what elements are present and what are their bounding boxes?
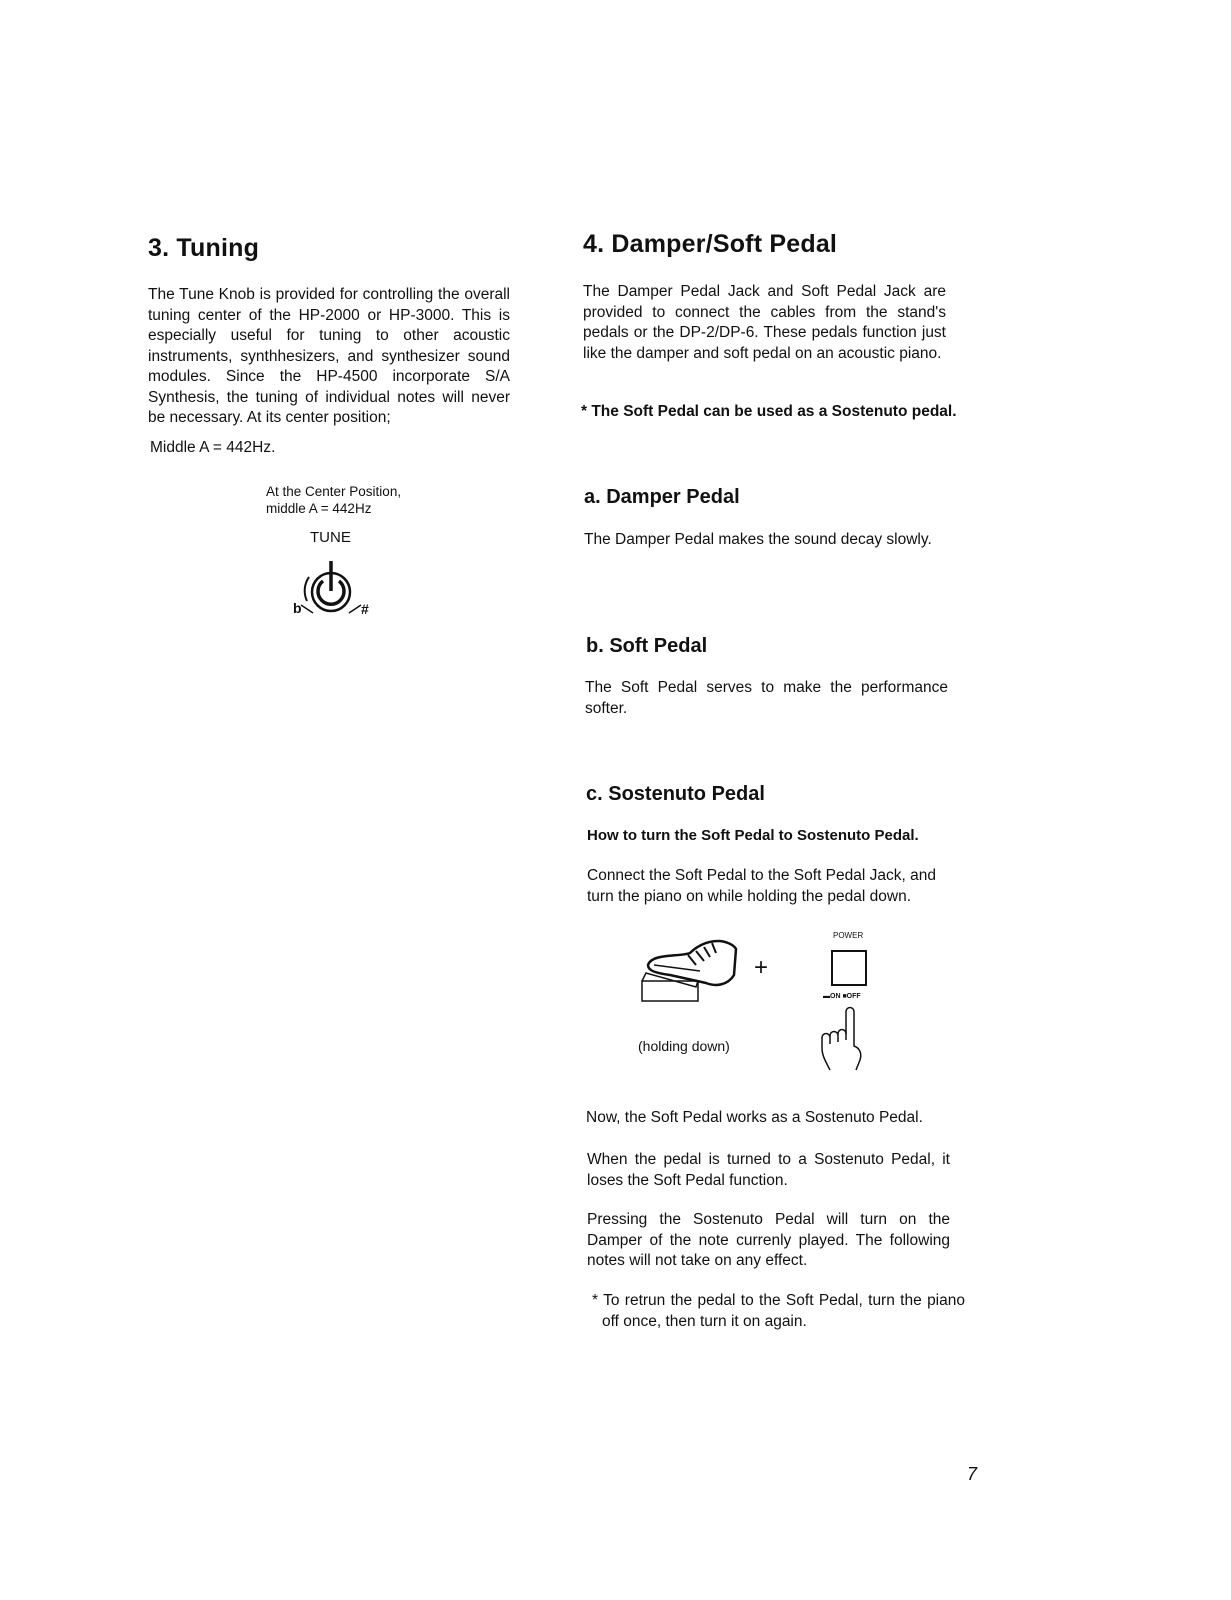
tune-knob-figure: [266, 483, 446, 517]
sostenuto-connect: Connect the Soft Pedal to the Soft Pedal Jack, and turn the piano on while holding the pedal down.: [587, 867, 936, 905]
sostenuto-note: * The Soft Pedal can be used as a Sostenuto pedal.: [581, 403, 957, 420]
sostenuto-howto: How to turn the Soft Pedal to Sostenuto Pedal.: [587, 827, 919, 844]
on-off-label: ▬ON ■OFF: [823, 993, 861, 1000]
sostenuto-p3: Pressing the Sostenuto Pedal will turn on the Damper of the note currenly played. The following notes will not take on any effect.: [587, 1211, 950, 1269]
tune-knob-icon: [291, 555, 371, 625]
power-label: POWER: [833, 931, 864, 940]
tuning-heading: 3. Tuning: [148, 234, 260, 262]
sharp-symbol: #: [361, 601, 369, 617]
holding-down-caption: (holding down): [638, 1038, 730, 1054]
damper-pedal-heading: a. Damper Pedal: [584, 486, 740, 508]
pedal-intro: The Damper Pedal Jack and Soft Pedal Jack are provided to connect the cables from the stand's pedals or the DP-2/DP-6. These pedals function just like the damper and soft pedal on an acoustic piano.: [583, 283, 946, 362]
damper-soft-heading: 4. Damper/Soft Pedal: [583, 230, 838, 258]
flat-symbol: b: [293, 600, 302, 616]
tune-caption-line1: At the Center Position,: [266, 484, 402, 499]
plus-sign: +: [754, 954, 769, 981]
power-button-icon: [831, 950, 867, 986]
pressing-finger-icon: [818, 1004, 868, 1072]
tune-label: TUNE: [310, 529, 351, 546]
tune-caption-line2: middle A = 442Hz: [266, 501, 372, 516]
sostenuto-return-note: * To retrun the pedal to the Soft Pedal, turn the piano off once, then turn it on again.: [592, 1292, 965, 1330]
sostenuto-p1: Now, the Soft Pedal works as a Sostenuto Pedal.: [586, 1109, 923, 1126]
tuning-body: The Tune Knob is provided for controlling the overall tuning center of the HP-2000 or HP-3000. This is especially useful for tuning to other acoustic instruments, synthhesizers, and synthesizer sound modules. Since the HP-4500 incorporate S/A Synthesis, the tuning of individual notes will never be necessary. At its center position;: [148, 286, 510, 426]
page-number: 7: [967, 1464, 978, 1484]
soft-pedal-text: The Soft Pedal serves to make the performance softer.: [585, 679, 948, 717]
damper-pedal-text: The Damper Pedal makes the sound decay slowly.: [584, 531, 932, 548]
sostenuto-p2: When the pedal is turned to a Sostenuto Pedal, it loses the Soft Pedal function.: [587, 1151, 950, 1189]
middle-a-text: Middle A = 442Hz.: [150, 439, 276, 456]
foot-pedal-icon: [640, 935, 740, 1005]
soft-pedal-heading: b. Soft Pedal: [586, 635, 708, 657]
sostenuto-pedal-heading: c. Sostenuto Pedal: [586, 783, 765, 805]
